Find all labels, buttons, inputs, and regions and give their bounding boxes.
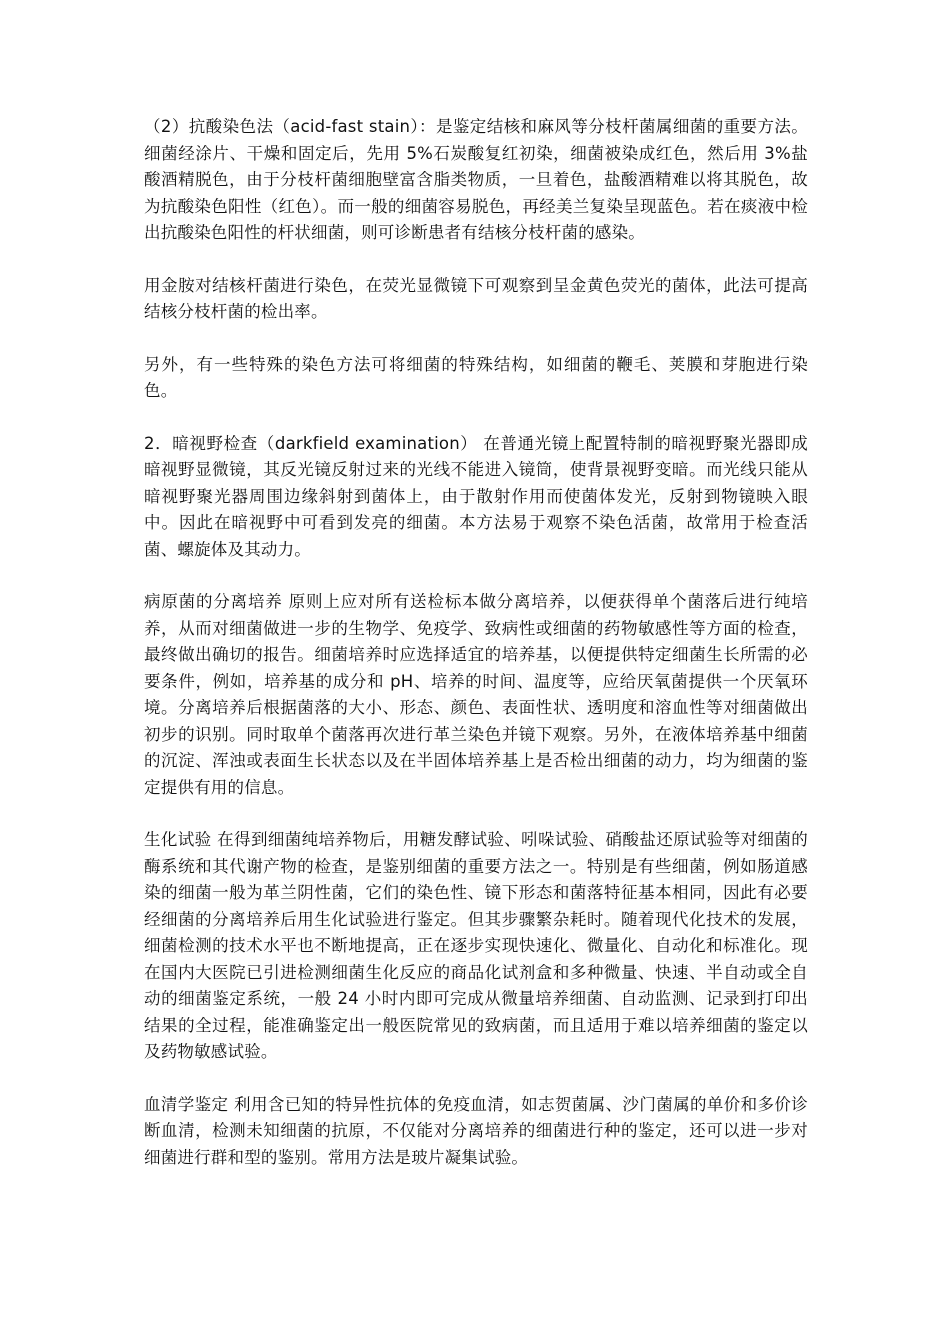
paragraph-serological-identification: 血清学鉴定 利用含已知的特异性抗体的免疫血清，如志贺菌属、沙门菌属的单价和多价诊断血清，检测未知细菌的抗原，不仅能对分离培养的细菌进行种的鉴定，还可以进一步对细菌进行群和型的鉴别。常用方法是玻片凝集试验。 [144,1094,808,1167]
paragraph-darkfield-examination: 2．暗视野检查（darkfield examination） 在普通光镜上配置特制的暗视野聚光器即成暗视野显微镜，其反光镜反射过来的光线不能进入镜筒，使背景视野变暗。而光线只能从暗视野聚光器周围边缘斜射到菌体上，由于散射作用而使菌体发光，反射到物镜映入眼中。因此在暗视野中可看到发亮的细菌。本方法易于观察不染色活菌，故常用于检查活菌、螺旋体及其动力。 [144,433,808,559]
document-body [144,114,808,1197]
paragraph-acid-fast-stain: （2）抗酸染色法（acid-fast stain）：是鉴定结核和麻风等分枝杆菌属细菌的重要方法。细菌经涂片、干燥和固定后，先用 5%石炭酸复红初染，细菌被染成红色，然后用 3%盐酸酒精脱色，由于分枝杆菌细胞壁富含脂类物质，一旦着色，盐酸酒精难以将其脱色，故为抗酸染色阳性（红色）。而一般的细菌容易脱色，再经美兰复染呈现蓝色。若在痰液中检出抗酸染色阳性的杆状细菌，则可诊断患者有结核分枝杆菌的感染。 [144,117,808,242]
paragraph-auramine-stain: 用金胺对结核杆菌进行染色，在荧光显微镜下可观察到呈金黄色荧光的菌体，此法可提高结核分枝杆菌的检出率。 [144,275,808,321]
paragraph-isolation-culture: 病原菌的分离培养 原则上应对所有送检标本做分离培养，以便获得单个菌落后进行纯培养，从而对细菌做进一步的生物学、免疫学、致病性或细菌的药物敏感性等方面的检查，最终做出确切的报告。细菌培养时应选择适宜的培养基，以便提供特定细菌生长所需的必要条件，例如，培养基的成分和 pH、培养的时间、温度等，应给厌氧菌提供一个厌氧环境。分离培养后根据菌落的大小、形态、颜色、表面性状、透明度和溶血性等对细菌做出初步的识别。同时取单个菌落再次进行革兰染色并镜下观察。另外，在液体培养基中细菌的沉淀、浑浊或表面生长状态以及在半固体培养基上是否检出细菌的动力，均为细菌的鉴定提供有用的信息。 [144,592,808,797]
paragraph-biochemical-tests: 生化试验 在得到细菌纯培养物后，用糖发酵试验、吲哚试验、硝酸盐还原试验等对细菌的酶系统和其代谢产物的检查，是鉴别细菌的重要方法之一。特别是有些细菌，例如肠道感染的细菌一般为革兰阴性菌，它们的染色性、镜下形态和菌落特征基本相同，因此有必要经细菌的分离培养后用生化试验进行鉴定。但其步骤繁杂耗时。随着现代化技术的发展，细菌检测的技术水平也不断地提高，正在逐步实现快速化、微量化、自动化和标准化。现在国内大医院已引进检测细菌生化反应的商品化试剂盒和多种微量、快速、半自动或全自动的细菌鉴定系统，一般 24 小时内即可完成从微量培养细菌、自动监测、记录到打印出结果的全过程，能准确鉴定出一般医院常见的致病菌，而且适用于难以培养细菌的鉴定以及药物敏感试验。 [144,830,808,1061]
paragraph-special-stains: 另外，有一些特殊的染色方法可将细菌的特殊结构，如细菌的鞭毛、荚膜和芽胞进行染色。 [144,354,808,400]
